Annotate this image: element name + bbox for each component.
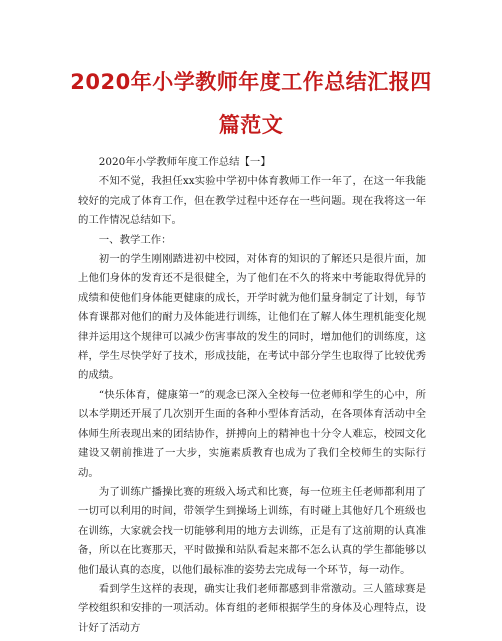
document-title-line-2: 篇范文	[218, 113, 284, 137]
document-title-line-1: 2020年小学教师年度工作总结汇报四	[70, 70, 432, 94]
paragraph: 不知不觉，我担任xx实验中学初中体育教师工作一年了，在这一年我能较好的完成了体育工作，但在教学过程中还存在一些问题。现在我将这一年的工作情况总结如下。	[78, 175, 426, 227]
paragraph: 初一的学生刚刚踏进初中校园，对体育的知识的了解还只是很片面，加上他们身体的发育还不是很健全，为了他们在不久的将来中考能取得优异的成绩和使他们身体能更健康的成长，开学时就为他们量身制定了计划，每节体育课都对他们的耐力及体能进行训练，让他们在了解人体生理机能变化规律并运用这个规律可以减少伤害事故的发生的同时，增加他们的训练度，这样，学生尽快学好了技术，形成技能，在考试中部分学生也取得了比较优秀的成绩。	[78, 253, 426, 382]
subsection-heading: 一、教学工作：	[98, 233, 172, 246]
document-body	[78, 153, 426, 638]
paragraph: 为了训练广播操比赛的班级入场式和比赛，每一位班主任老师都利用了一切可以利用的时间，带领学生到操场上训练，有时碰上其他好几个班级也在训练，大家就会找一切能够利用的地方去训练，正是有了这前期的认真准备，所以在比赛那天，平时做操和站队看起来都不怎么认真的学生都能够以他们最认真的态度，以他们最标准的姿势去完成每一个环节，每一动作。	[78, 485, 426, 576]
paragraph: “快乐体育，健康第一”的观念已深入全校每一位老师和学生的心中，所以本学期还开展了几次别开生面的各种小型体育活动，在各项体育活动中全体师生所表现出来的团结协作，拼搏向上的精神也十分令人难忘，校园文化建设又朝前推进了一大步，实施素质教育也成为了我们全校师生的实际行动。	[78, 388, 426, 479]
paragraph: 看到学生这样的表现，确实让我们老师都感到非常激动。三人篮球赛是学校组织和安排的一项活动。体育组的老师根据学生的身体及心理特点，设计好了活动方	[78, 582, 426, 634]
section-heading: 2020年小学教师年度工作总结【一】	[98, 156, 271, 168]
